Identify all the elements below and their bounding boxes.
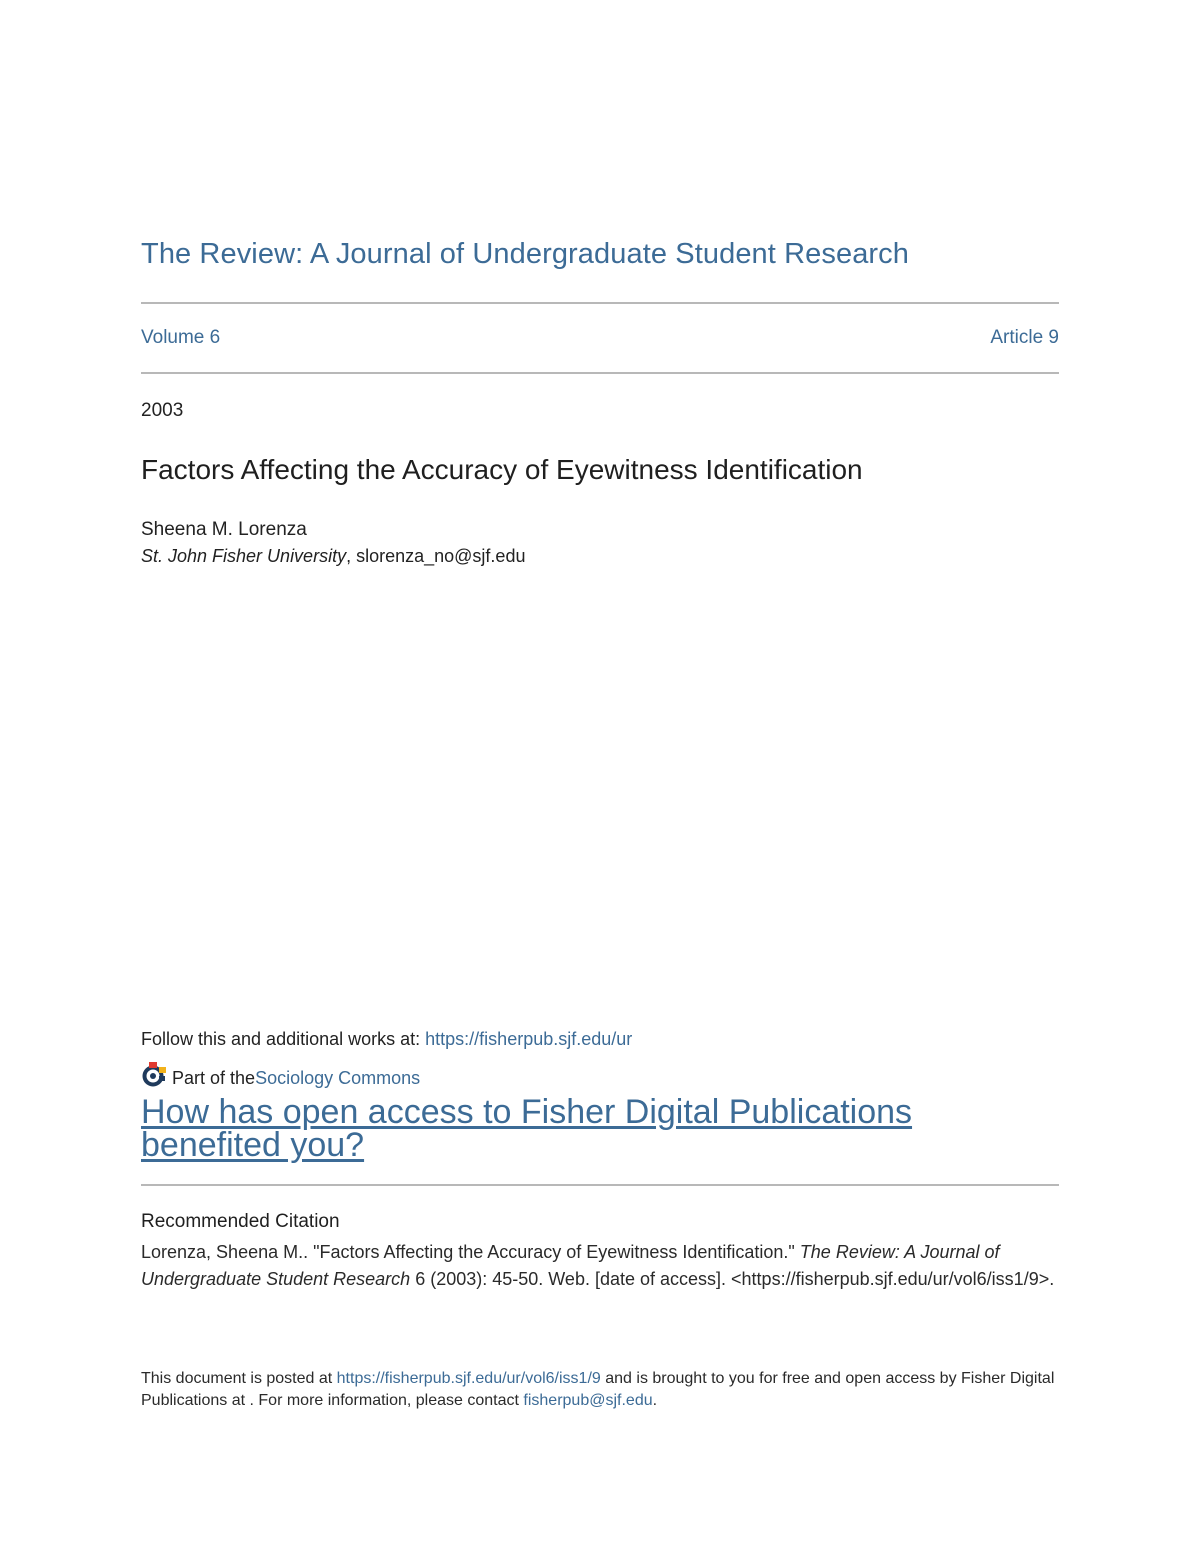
posted-prefix: This document is posted at [141,1370,337,1387]
sociology-commons-link[interactable]: Sociology Commons [255,1068,421,1088]
article-url-link[interactable]: https://fisherpub.sjf.edu/ur/vol6/iss1/9 [336,1370,601,1387]
posted-end: . [652,1392,658,1409]
repository-link[interactable]: https://fisherpub.sjf.edu/ur [425,1029,633,1049]
follow-line [141,1029,632,1050]
posting-notice [141,1368,1059,1412]
network-icon [141,1061,168,1088]
citation-divider [141,1184,1059,1186]
publication-year: 2003 [141,400,184,421]
affiliation-name: St. John Fisher University [141,546,347,566]
citation-part-1: Lorenza, Sheena M.. "Factors Affecting the Accuracy of Eyewitness Identification." [141,1242,800,1262]
article-link[interactable]: Article 9 [990,327,1059,348]
top-divider [141,302,1059,304]
part-of-prefix: Part of the [172,1068,256,1088]
header-divider [141,372,1059,374]
journal-title[interactable]: The Review: A Journal of Undergraduate Student Research [141,238,910,270]
citation-text [141,1239,1059,1293]
author-name: Sheena M. Lorenza [141,519,307,540]
author-email: slorenza_no@sjf.edu [356,546,526,566]
citation-journal: The Review: A Journal of Undergraduate Student Research [141,1242,1000,1289]
contact-email-link[interactable]: fisherpub@sjf.edu [523,1392,653,1409]
citation-heading: Recommended Citation [141,1211,340,1232]
posted-middle: and is brought to you for free and open access by Fisher Digital Publications at . For more information, please contact [141,1370,1055,1409]
follow-prefix: Follow this and additional works at: [141,1029,426,1049]
author-affiliation [141,546,525,567]
part-of-line [141,1065,420,1092]
open-access-feedback-link[interactable]: How has open access to Fisher Digital Publications benefited you? [141,1093,913,1164]
article-title: Factors Affecting the Accuracy of Eyewitness Identification [141,454,863,485]
affiliation-separator: , [346,546,357,566]
volume-link[interactable]: Volume 6 [141,327,221,348]
citation-part-2: 6 (2003): 45-50. Web. [date of access]. <https://fisherpub.sjf.edu/ur/vol6/iss1/9>. [410,1269,1055,1289]
